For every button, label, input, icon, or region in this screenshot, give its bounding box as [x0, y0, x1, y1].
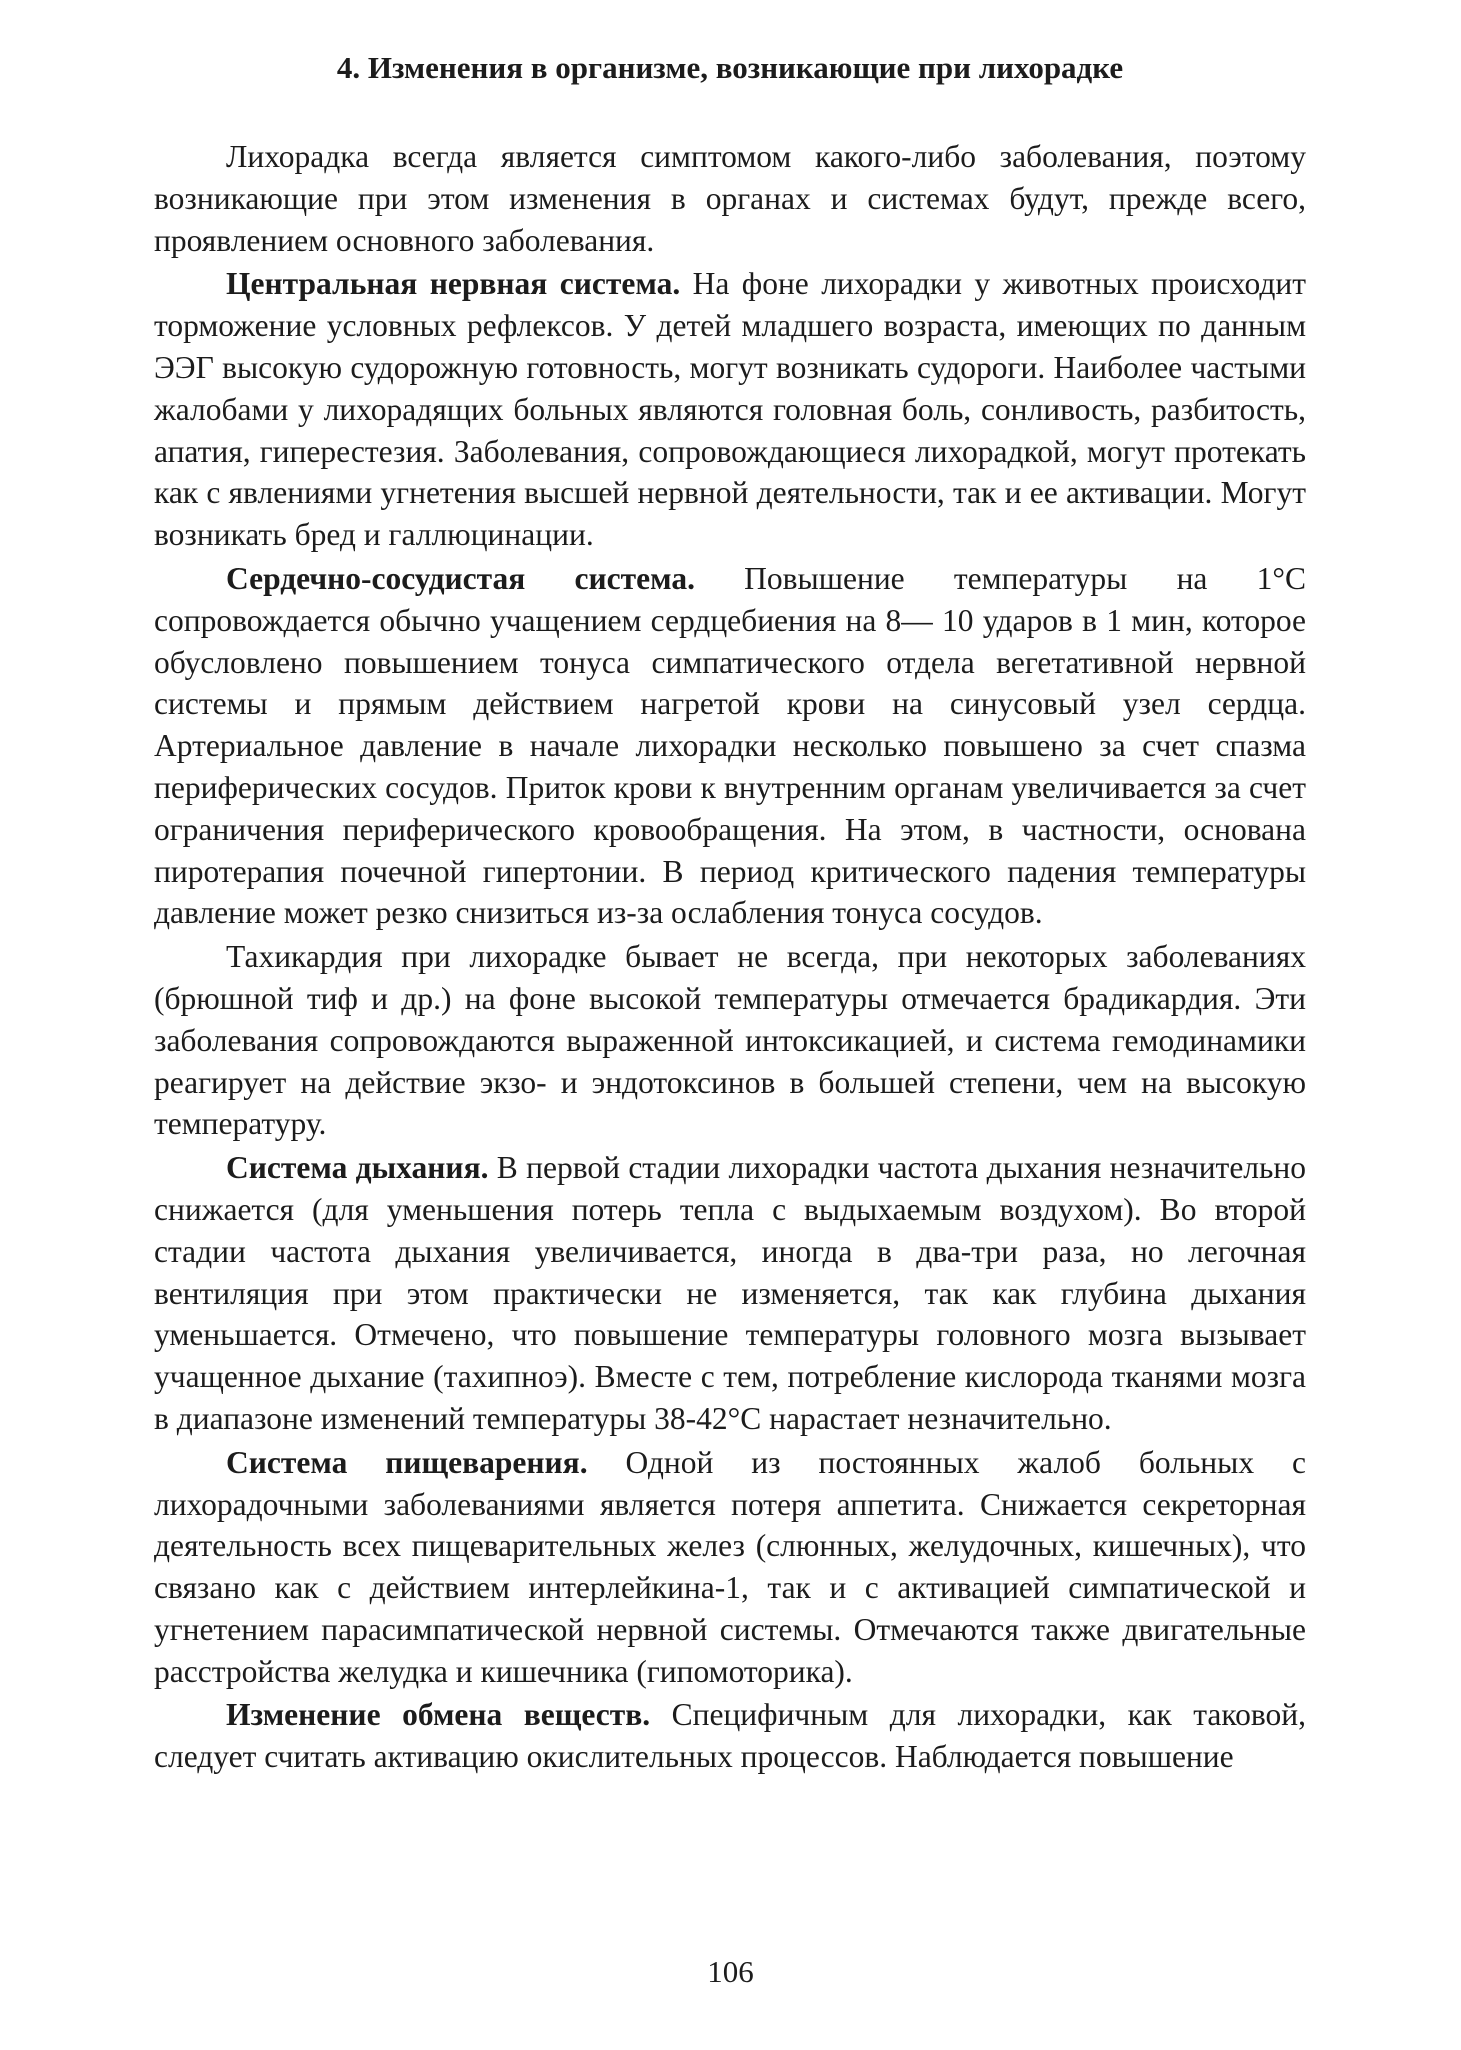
paragraph-text: Лихорадка всегда является симптомом какого-либо заболевания, поэтому возникающие при этом изменения в органах и системах будут, прежде всего, проявлением основного заболевания. — [154, 139, 1306, 258]
paragraph-cardiovascular — [154, 558, 1306, 934]
paragraph-intro — [154, 136, 1306, 261]
paragraph-metabolism — [154, 1694, 1306, 1778]
paragraph-digestive — [154, 1442, 1306, 1693]
paragraph-respiratory — [154, 1147, 1306, 1440]
paragraph-cns — [154, 263, 1306, 556]
paragraph-text: Специфичным для лихорадки, как таковой, следует считать активацию окислительных процессов. Наблюдается повышение — [154, 1697, 1307, 1775]
paragraph-text: Повышение температуры на 1°С сопровождается обычно учащением сердцебиения на 8— 10 ударов в 1 мин, которое обусловлено повышением тонуса симпатического отдела вегетативной нервной системы и прямым действием нагретой крови на синусовый узел сердца. Артериальное давление в начале лихорадки несколько повышено за счет спазма периферических сосудов. Приток крови к внутренним органам увеличивается за счет ограничения периферического кровообращения. На этом, в частности, основана пиротерапия почечной гипертонии. В период критического падения температуры давление может резко снизиться из-за ослабления тонуса сосудов. — [154, 560, 1306, 931]
paragraph-tachycardia — [154, 936, 1306, 1145]
page-number: 106 — [707, 1954, 754, 1989]
paragraph-text: На фоне лихорадки у животных происходит торможение условных рефлексов. У детей младшего возраста, имеющих по данным ЭЭГ высокую судорожную готовность, могут возникать судороги. Наиболее частыми жалобами у лихорадящих больных являются головная боль, сонливость, разбитость, апатия, гиперестезия. Заболевания, сопровождающиеся лихорадкой, могут протекать как с явлениями угнетения высшей нервной деятельности, так и ее активации. Могут возникать бред и галлюцинации. — [154, 266, 1307, 553]
paragraph-lead: Сердечно-сосудистая система. — [226, 560, 695, 596]
paragraph-lead: Изменение обмена веществ. — [226, 1697, 651, 1733]
paragraph-text: Тахикардия при лихорадке бывает не всегда, при некоторых заболеваниях (брюшной тиф и др.) на фоне высокой температуры отмечается брадикардия. Эти заболевания сопровождаются выраженной интоксикацией, и система гемодинамики реагирует на действие экзо- и эндотоксинов в большей степени, чем на высокую температуру. — [154, 939, 1306, 1142]
paragraph-text: Одной из постоянных жалоб больных с лихорадочными заболеваниями является потеря аппетита. Снижается секреторная деятельность всех пищеварительных желез (слюнных, желудочных, кишечных), что связано как с действием интерлейкина-1, так и с активацией симпатической и угнетением парасимпатической нервной системы. Отмечаются также двигательные расстройства желудка и кишечника (гипомоторика). — [154, 1444, 1306, 1689]
paragraph-text: В первой стадии лихорадки частота дыхания незначительно снижается (для уменьшения потерь тепла с выдыхаемым воздухом). Во второй стадии частота дыхания увеличивается, иногда в два-три раза, но легочная вентиляция при этом практически не изменяется, так как глубина дыхания уменьшается. Отмечено, что повышение температуры головного мозга вызывает учащенное дыхание (тахипноэ). Вместе с тем, потребление кислорода тканями мозга в диапазоне изменений температуры 38-42°С нарастает незначительно. — [154, 1150, 1306, 1436]
page-body — [154, 48, 1306, 1780]
section-heading: 4. Изменения в организме, возникающие при лихорадке — [336, 50, 1124, 85]
paragraph-lead: Центральная нервная система. — [226, 266, 681, 302]
paragraph-lead: Система дыхания. — [226, 1150, 489, 1186]
paragraph-lead: Система пищеварения. — [226, 1444, 588, 1480]
